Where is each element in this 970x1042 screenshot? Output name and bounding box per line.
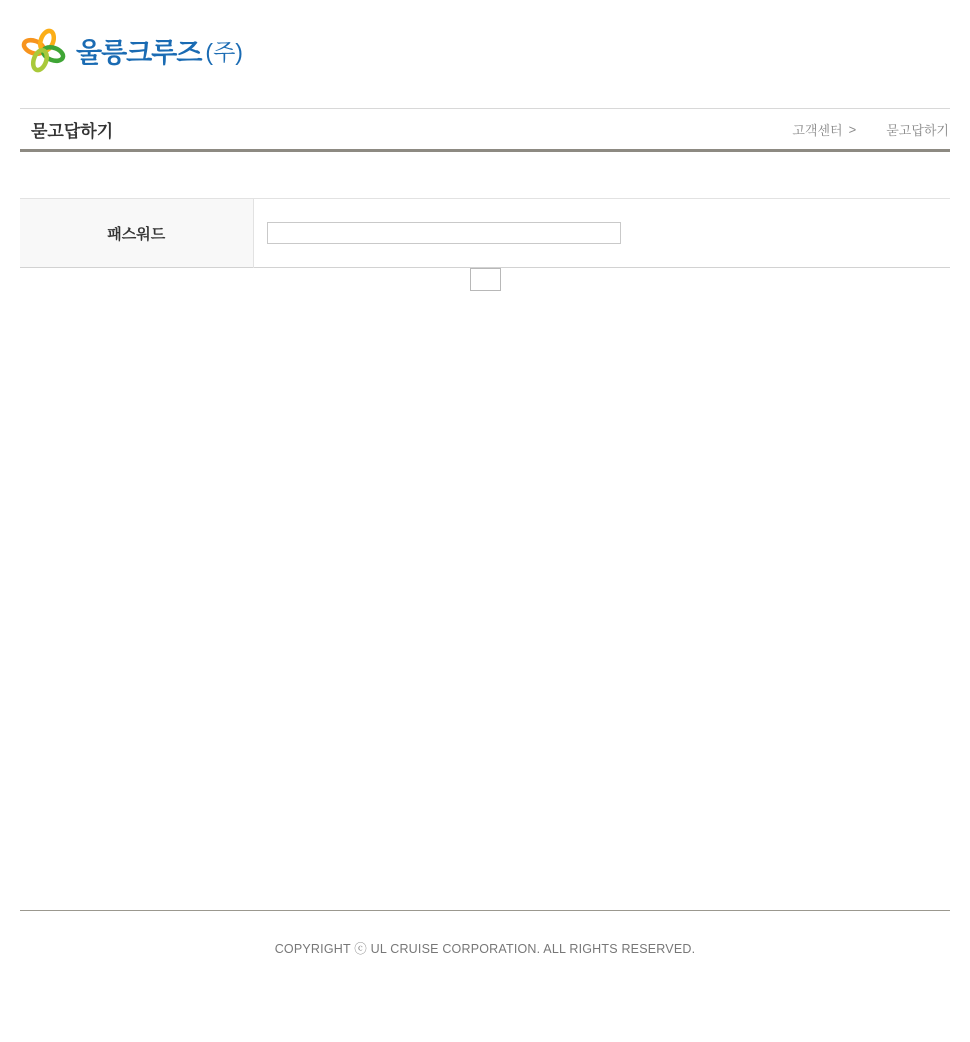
breadcrumb: [792, 120, 950, 139]
logo-area: [20, 0, 950, 108]
logo-company-suffix: (주): [205, 39, 243, 65]
breadcrumb-separator: >: [848, 121, 857, 137]
copyright-text: COPYRIGHT ⓒ UL CRUISE CORPORATION. ALL RIGHTS RESERVED.: [274, 942, 696, 956]
page-header-bar: [20, 108, 950, 152]
table-row: [20, 199, 950, 268]
password-form-area: [20, 198, 950, 291]
breadcrumb-item-customer-center[interactable]: 고객센터: [792, 122, 843, 138]
footer: [20, 910, 950, 957]
logo-company-name: 울릉크루즈: [76, 38, 202, 68]
password-table: [20, 198, 950, 268]
pinwheel-flower-icon: [20, 27, 67, 74]
page-container: [20, 0, 950, 291]
logo-link[interactable]: [20, 27, 243, 74]
button-row: [20, 268, 950, 291]
page-title: 묻고답하기: [31, 121, 114, 141]
password-label: 패스워드: [20, 199, 253, 268]
password-input[interactable]: [267, 222, 621, 244]
breadcrumb-item-current: 묻고답하기: [886, 122, 949, 138]
password-cell: [253, 199, 950, 268]
submit-button[interactable]: [470, 268, 501, 291]
